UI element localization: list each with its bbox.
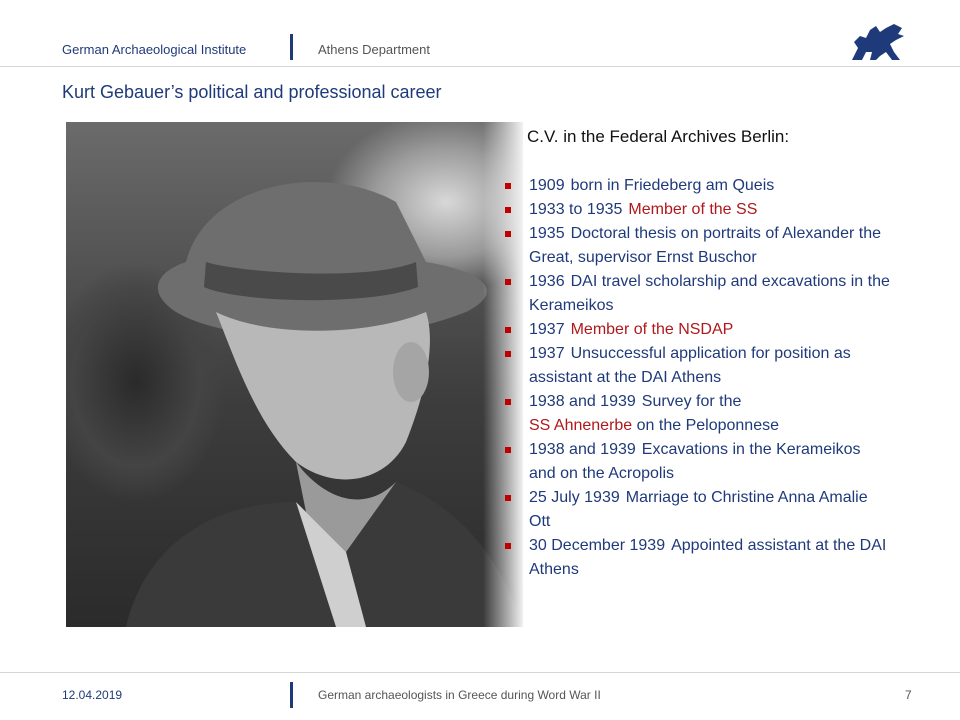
- bullet-icon: [505, 399, 511, 405]
- bullet-icon: [505, 351, 511, 357]
- cv-text: Appointed assistant at the DAI Athens: [529, 537, 887, 578]
- bullet-icon: [505, 231, 511, 237]
- cv-text: DAI travel scholarship and excavations in the Kerameikos: [529, 273, 890, 314]
- cv-heading: C.V. in the Federal Archives Berlin:: [527, 127, 790, 146]
- cv-date: 1938 and 1939: [529, 393, 636, 410]
- bullet-icon: [505, 279, 511, 285]
- footer-divider: [290, 682, 293, 708]
- bullet-icon: [505, 543, 511, 549]
- cv-text: Doctoral thesis on portraits of Alexander the Great, supervisor Ernst Buschor: [529, 225, 881, 266]
- cv-item-scholarship: [501, 270, 891, 318]
- header-rule: [0, 66, 960, 67]
- cv-date: 1938 and 1939: [529, 441, 636, 458]
- bullet-icon: [505, 327, 511, 333]
- cv-item-excavations: [501, 438, 891, 486]
- cv-text-tail: on the Peloponnese: [636, 417, 779, 434]
- portrait-figure: [66, 122, 523, 627]
- cv-item-nsdap: [501, 318, 891, 342]
- cv-item-survey: [501, 390, 891, 438]
- cv-highlight: SS Ahnenerbe: [529, 417, 633, 434]
- cv-date: 25 July 1939: [529, 489, 620, 506]
- portrait-photo: [66, 122, 523, 627]
- footer-title: German archaeologists in Greece during Word War II: [318, 688, 601, 702]
- bullet-icon: [505, 495, 511, 501]
- cv-item-1909: [501, 174, 891, 198]
- slide-title: Kurt Gebauer’s political and professional career: [62, 82, 442, 102]
- bullet-icon: [505, 447, 511, 453]
- cv-text: Survey for the: [641, 393, 742, 410]
- cv-item-application: [501, 342, 891, 390]
- footer-rule: [0, 672, 960, 673]
- cv-date: 1937: [529, 321, 565, 338]
- cv-date: 1935: [529, 225, 565, 242]
- cv-date: 1909: [529, 177, 565, 194]
- cv-date: 1937: [529, 345, 565, 362]
- bullet-icon: [505, 207, 511, 213]
- cv-text: born in Friedeberg am Queis: [570, 177, 775, 194]
- cv-item-appointment: [501, 534, 891, 582]
- cv-text: Marriage to Christine Anna Amalie Ott: [529, 489, 868, 530]
- cv-highlight: Member of the SS: [628, 201, 758, 218]
- header-divider: [290, 34, 293, 60]
- page-number: 7: [905, 688, 912, 702]
- cv-item-ss: [501, 198, 891, 222]
- cv-item-thesis: [501, 222, 891, 270]
- griffin-logo-icon: [846, 22, 908, 64]
- header-department: Athens Department: [318, 42, 431, 57]
- footer-date: 12.04.2019: [62, 688, 123, 702]
- cv-text: Excavations in the Kerameikos and on the Acropolis: [529, 441, 861, 482]
- bullet-icon: [505, 183, 511, 189]
- cv-date: 1936: [529, 273, 565, 290]
- cv-date: 1933 to 1935: [529, 201, 623, 218]
- cv-text: Unsuccessful application for position as assistant at the DAI Athens: [529, 345, 851, 386]
- cv-list: [501, 174, 891, 582]
- cv-date: 30 December 1939: [529, 537, 666, 554]
- header-institute: German Archaeological Institute: [62, 42, 247, 57]
- cv-panel: [497, 122, 897, 627]
- cv-highlight: Member of the NSDAP: [570, 321, 734, 338]
- cv-item-marriage: [501, 486, 891, 534]
